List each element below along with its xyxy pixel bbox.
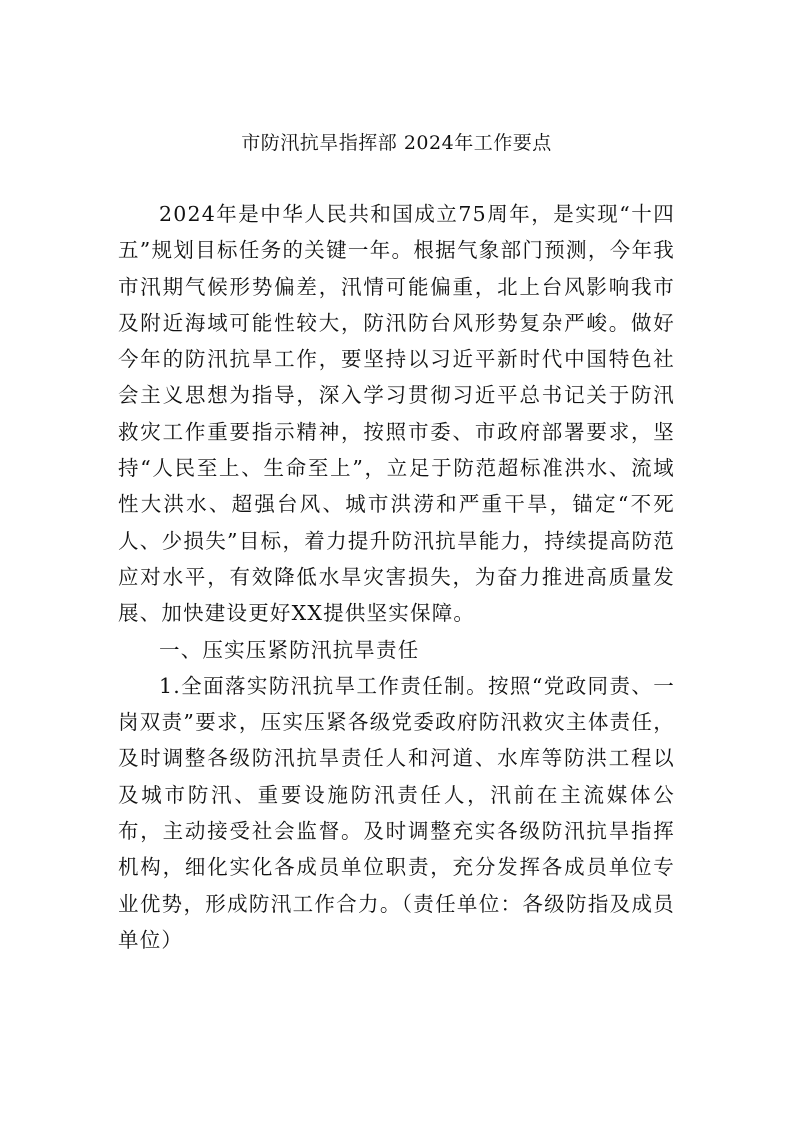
document-body [118,196,675,958]
intro-paragraph: 2024年是中华人民共和国成立75周年，是实现“十四五”规划目标任务的关键一年。根据气象部门预测，今年我市汛期气候形势偏差，汛情可能偏重，北上台风影响我市及附近海域可能性较大，防汛防台风形势复杂严峻。做好今年的防汛抗旱工作，要坚持以习近平新时代中国特色社会主义思想为指导，深入学习贯彻习近平总书记关于防汛救灾工作重要指示精神，按照市委、市政府部署要求，坚持“人民至上、生命至上”，立足于防范超标准洪水、流域性大洪水、超强台风、城市洪涝和严重干旱，锚定“不死人、少损失”目标，着力提升防汛抗旱能力，持续提高防范应对水平，有效降低水旱灾害损失，为奋力推进高质量发展、加快建设更好XX提供坚实保障。 [118,202,675,626]
section-heading: 一、压实压紧防汛抗旱责任 [159,637,420,662]
item-paragraph: 1.全面落实防汛抗旱工作责任制。按照“党政同责、一岗双责”要求，压实压紧各级党委政府防汛救灾主体责任，及时调整各级防汛抗旱责任人和河道、水库等防洪工程以及城市防汛、重要设施防汛责任人，汛前在主流媒体公布，主动接受社会监督。及时调整充实各级防汛抗旱指挥机构，细化实化各成员单位职责，充分发挥各成员单位专业优势，形成防汛工作合力。（责任单位：各级防指及成员单位） [118,673,675,952]
document-title: 市防汛抗旱指挥部 2024年工作要点 [241,132,552,154]
